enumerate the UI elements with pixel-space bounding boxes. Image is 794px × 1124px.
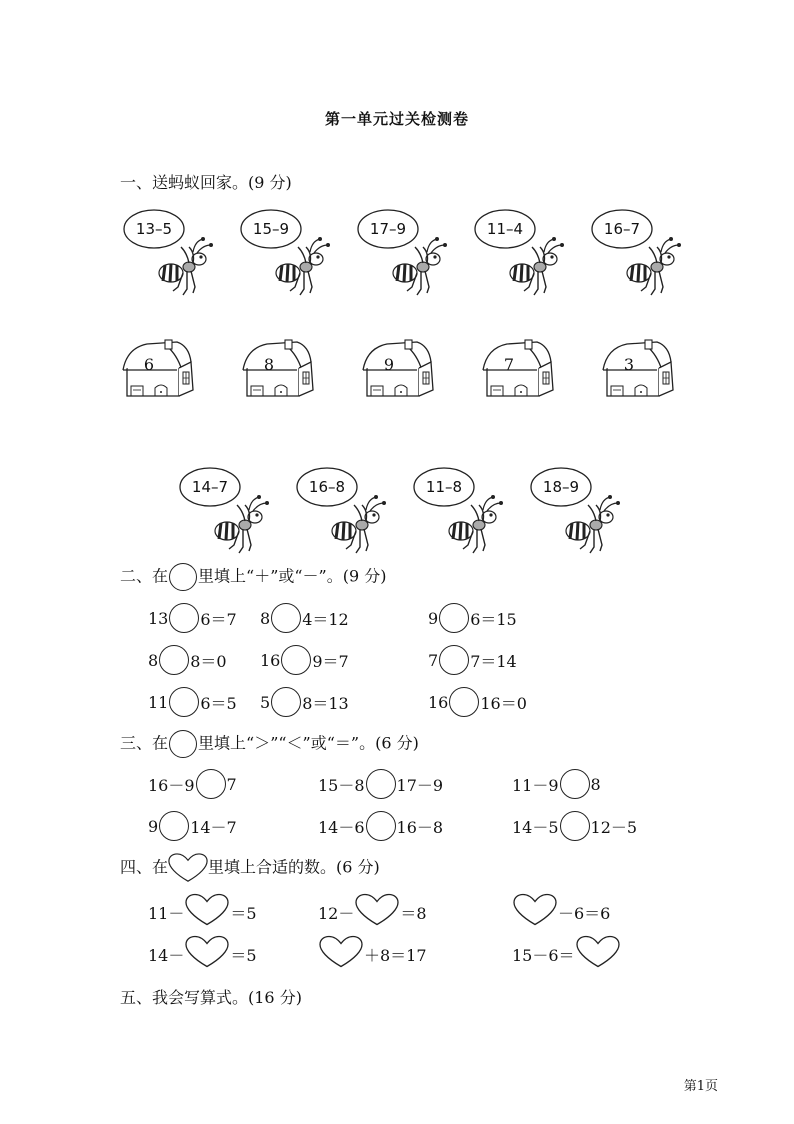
- section-4-suffix: 里填上合适的数。(6 分): [208, 857, 380, 877]
- left-operand: 11: [148, 692, 169, 712]
- ant-top-2: [357, 207, 453, 307]
- q2-item: [428, 644, 517, 676]
- circle-icon: [169, 730, 197, 758]
- q3-item: [148, 810, 237, 842]
- right-part: 7: [226, 774, 237, 794]
- section-2-prefix: 二、在: [120, 566, 169, 586]
- answer-circle[interactable]: [439, 645, 469, 675]
- left-operand: 11－9: [512, 775, 559, 795]
- ant-expression: 16–7: [603, 220, 641, 238]
- section-3-suffix: 里填上“＞”“＜”或“＝”。(6 分): [198, 733, 419, 753]
- house-number: 3: [623, 355, 635, 374]
- answer-heart[interactable]: [513, 893, 557, 931]
- right-part: 16＝0: [480, 693, 527, 713]
- house-4: [601, 338, 677, 402]
- section-2-label: [120, 563, 387, 591]
- q2-item: [260, 644, 349, 676]
- right-part: ＝5: [230, 945, 257, 965]
- section-3-label: [120, 730, 419, 758]
- answer-heart[interactable]: [355, 893, 399, 931]
- q4-item: [512, 935, 621, 973]
- answer-circle[interactable]: [366, 811, 396, 841]
- left-operand: 13: [148, 608, 169, 628]
- right-part: 6＝15: [470, 609, 517, 629]
- right-part: ＝8: [400, 903, 427, 923]
- house-number: 6: [143, 355, 155, 374]
- ant-expression: 18–9: [542, 478, 580, 496]
- left-operand: 14－5: [512, 817, 559, 837]
- right-part: 9＝7: [312, 651, 349, 671]
- right-part: 17－9: [396, 775, 444, 795]
- right-part: 6＝5: [200, 693, 237, 713]
- left-operand: 5: [260, 692, 271, 712]
- heart-icon: [168, 853, 208, 883]
- answer-circle[interactable]: [271, 603, 301, 633]
- answer-heart[interactable]: [576, 935, 620, 973]
- page-title: 第一单元过关检测卷: [324, 110, 469, 128]
- q3-item: [512, 768, 601, 800]
- ant-bottom-3: [530, 465, 626, 565]
- heart-icon: [185, 893, 229, 927]
- ant-top-4: [591, 207, 687, 307]
- left-operand: 16: [428, 692, 449, 712]
- answer-heart[interactable]: [185, 935, 229, 973]
- answer-circle[interactable]: [159, 811, 189, 841]
- heart-icon: [355, 893, 399, 927]
- ant-expression: 11–8: [425, 478, 463, 496]
- ant-bottom-0: [179, 465, 275, 565]
- heart-icon: [576, 935, 620, 969]
- left-part: 12－: [318, 903, 355, 923]
- circle-icon: [169, 563, 197, 591]
- ant-expression: 17–9: [369, 220, 407, 238]
- answer-heart[interactable]: [319, 935, 363, 973]
- left-operand: 14－6: [318, 817, 365, 837]
- right-part: 14－7: [190, 817, 237, 837]
- answer-circle[interactable]: [169, 603, 199, 633]
- left-operand: 16－9: [148, 775, 195, 795]
- right-part: ＋8＝17: [364, 945, 427, 965]
- answer-circle[interactable]: [366, 769, 396, 799]
- q2-item: [260, 686, 349, 718]
- ant-top-0: [123, 207, 219, 307]
- right-part: 8＝0: [190, 651, 227, 671]
- answer-heart[interactable]: [185, 893, 229, 931]
- answer-circle[interactable]: [439, 603, 469, 633]
- ant-expression: 11–4: [486, 220, 524, 238]
- q3-item: [318, 810, 443, 842]
- left-part: 11－: [148, 903, 185, 923]
- q4-item: [318, 935, 427, 973]
- page-number: 第1页: [683, 1079, 718, 1094]
- q2-item: [148, 644, 227, 676]
- ant-expression: 15–9: [252, 220, 290, 238]
- house-0: [121, 338, 197, 402]
- q3-item: [318, 768, 443, 800]
- ant-top-3: [474, 207, 570, 307]
- section-3-prefix: 三、在: [120, 733, 169, 753]
- q2-item: [148, 602, 237, 634]
- right-part: ＝5: [230, 903, 257, 923]
- q4-item: [318, 893, 427, 931]
- q2-item: [148, 686, 237, 718]
- section-2-suffix: 里填上“＋”或“－”。(9 分): [198, 566, 387, 586]
- right-part: 6＝7: [200, 609, 237, 629]
- house-number: 8: [263, 355, 275, 374]
- ant-bottom-1: [296, 465, 392, 565]
- section-4-label: [120, 853, 380, 883]
- left-operand: 8: [148, 650, 159, 670]
- house-2: [361, 338, 437, 402]
- right-part: 7＝14: [470, 651, 517, 671]
- left-operand: 16: [260, 650, 281, 670]
- heart-icon: [319, 935, 363, 969]
- q4-item: [148, 935, 257, 973]
- q4-item: [512, 893, 610, 931]
- right-part: 8: [590, 774, 601, 794]
- ant-expression: 14–7: [191, 478, 229, 496]
- ant-expression: 13–5: [135, 220, 173, 238]
- q2-item: [428, 602, 517, 634]
- left-part: 14－: [148, 945, 185, 965]
- section-5-label: 五、我会写算式。(16 分): [120, 988, 302, 1007]
- answer-circle[interactable]: [449, 687, 479, 717]
- q4-item: [148, 893, 257, 931]
- answer-circle[interactable]: [196, 769, 226, 799]
- house-number: 7: [503, 355, 515, 374]
- house-3: [481, 338, 557, 402]
- ant-top-1: [240, 207, 336, 307]
- right-part: 12－5: [590, 817, 638, 837]
- left-operand: 7: [428, 650, 439, 670]
- answer-circle[interactable]: [169, 687, 199, 717]
- heart-icon: [513, 893, 557, 927]
- section-1-label: 一、送蚂蚁回家。(9 分): [120, 173, 292, 192]
- ant-bottom-2: [413, 465, 509, 565]
- right-part: 16－8: [396, 817, 444, 837]
- left-operand: 9: [148, 816, 159, 836]
- house-1: [241, 338, 317, 402]
- q3-item: [148, 768, 237, 800]
- heart-icon: [185, 935, 229, 969]
- house-number: 9: [383, 355, 395, 374]
- right-part: －6＝6: [558, 903, 611, 923]
- left-operand: 8: [260, 608, 271, 628]
- ant-expression: 16–8: [308, 478, 346, 496]
- q3-item: [512, 810, 637, 842]
- right-part: 4＝12: [302, 609, 349, 629]
- answer-circle[interactable]: [159, 645, 189, 675]
- answer-circle[interactable]: [560, 769, 590, 799]
- right-part: 8＝13: [302, 693, 349, 713]
- answer-circle[interactable]: [560, 811, 590, 841]
- q2-item: [260, 602, 349, 634]
- section-4-prefix: 四、在: [120, 857, 169, 877]
- left-operand: 15－8: [318, 775, 365, 795]
- left-part: 15－6＝: [512, 945, 575, 965]
- answer-circle[interactable]: [281, 645, 311, 675]
- left-operand: 9: [428, 608, 439, 628]
- answer-circle[interactable]: [271, 687, 301, 717]
- q2-item: [428, 686, 527, 718]
